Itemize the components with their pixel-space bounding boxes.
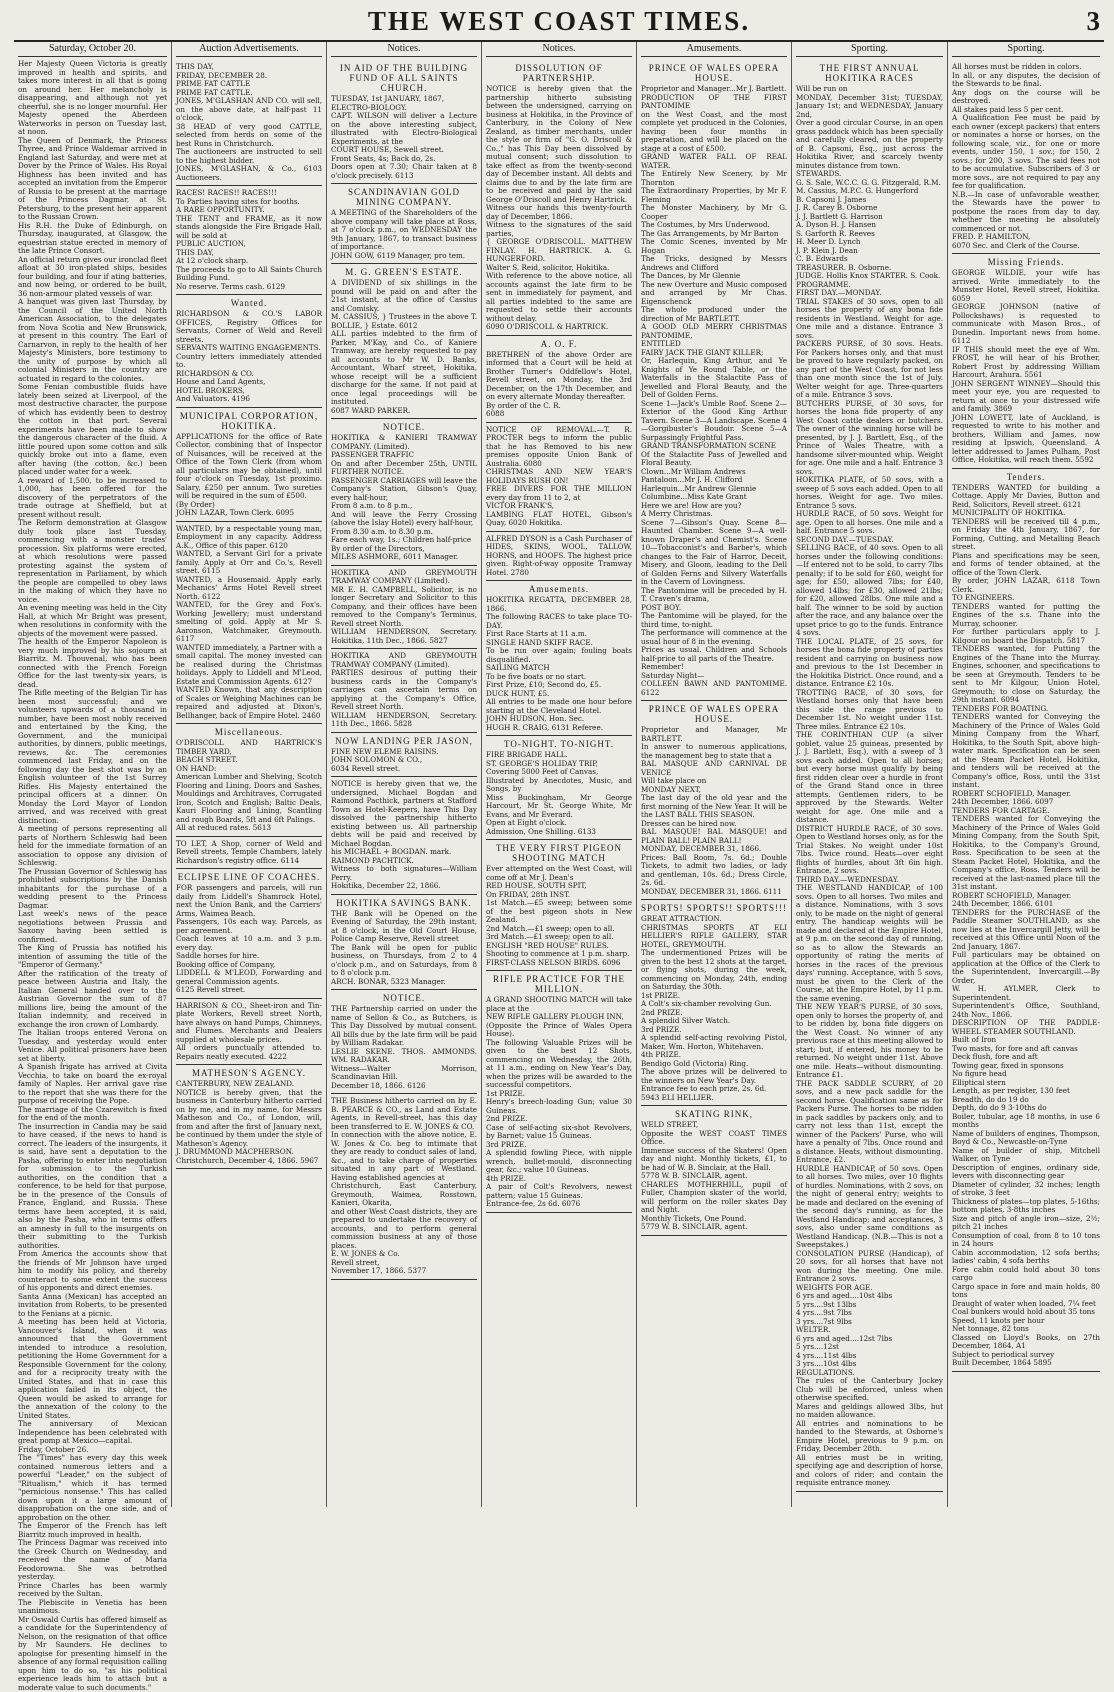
advertisement-heading: THE VERY FIRST PIGEON SHOOTING MATCH — [495, 843, 623, 863]
advertisement-text: O'DRISCOLL AND HARTRICK'S TIMBER YARD, BEACH STREET. ON HAND: American Lumber and Shelving, Scotch Flooring and Lining, Doors and Sashes, Mouldings and Architraves, Corrugated Iron, Scotch and English; Baltic Deals, Kauri Flooring and Lining, Scantling and rough Boards, 5ft and 6ft Palings. All at reduced rates. 5613 — [176, 738, 322, 832]
column-auction-advertisements — [172, 42, 327, 1507]
advertisement — [486, 971, 632, 1213]
news-body: Her Majesty Queen Victoria is greatly improved in health and spirits, and takes more interest in all that is going on around her. Her melancholy is disappearing, and although not yet cheerful, she is no longer mournful. Her Majesty opened the Aberdeen Waterworks in person on Tuesday last, at noon. The Queen of Denmark, the Princess Thyree, and Prince Waldemar arrived in England last Saturday, and were met at Dover by the Prince of Wales. His Royal Highness has been invited and has accepted an invitation from the Emperor of Russia to be present at the marriage of the Princess Dagmar, at St. Petersburg, to the present heir apparent to the Russian Crown. His R.H. the Duke of Edinburgh, on Thursday, inaugurated, at Glasgow, the equestrian statue erected in memory of the late Prince Consort. An official return gives our ironclad fleet afloat at 30 iron-plated ships, besides four building, and four if ating batteries, and now being, or ordered to be built, 36 non-armour plated vessels of war. A banquet was given last Thursday, by the Council of the United North American Association, to the delegates from Nova Scotia and New Brunswick, at present in this country. The Earl of Carnarvon, in reply to the health of her Majesty's Ministers, bore testimony to the unity of purpose by which all colonial Ministers in the country are actuated in regard to the colonies. Some Fenian combustible fluids have lately been seized at Liverpool, of the most destructive character, the purpose of which has evidently been to destroy the cotton in that port. Several experiments have been made to show the dangerous character of the fluid. A little poured upon some cotton and silk quickly broke out into a flame, even after having (the cotton, &c.) been placed under water for a week. A reward of 1,500, to be increased to 1,000, has been offered for the discovery of the perpetrators of the trade outrage at Sheffield, but at present without result. The Reform demonstration at Glasgow duly took place last Tuesday, commencing with a monster trades' procession. Six platforms were erected, at which resolutions were passed protesting against the system of representation in Parliament, by which the people are compelled to obey laws in the making of which they have no voice. An evening meeting was held in the City Hall, at which Mr Bright was present, when resolutions in conformity with the objects of the movement were passed. The health of the Emperor Napoleon is very much improved by his sojourn at Biarritz. M. Thouvenal, who has been connected with the French Foreign Office for the last twenty-six years, is dead. The Rifle meeting of the Belgian Tir has been most successful; and we volunteers upwards of a thousand in number, have been most nobly received and entertained by the King, the Government, and the municipal authorities, by dinners, public meetings, reviews, &c. The ceremonies commenced last Friday, and on the following day the best shot was by an English volunteer of the 1st Surrey Rifles. His Majesty entertained the principal officers at a dinner. On Monday the Lord Mayor of London arrived, and was received with great distinction. A meeting of persons representing all parts of Northern Schleswig had been held for the immediate formation of an association to oppose any division of Schleswig. The Prussian Governor of Schleswig has prohibited subscriptions by the Danish inhabitants for the purchase of a wedding present to the Princess Dagmar. Last week's news of the peace negotiations between Prussia and Saxony having been settled is confirmed. The King of Prussia has notified his intention of assuming the title of the "Emperor of Germany." After the ratification of the treaty of peace between Austria and Italy, the Italian General handed over to the Austrian Governor the sum of 87 millions lire, being the amount of the Italian indemnity, and received in exchange the iron crown of Lombardy. The Italian troops entered Verona on Tuesday, and yesterday would enter Venice. All political prisoners have been set at liberty. A Spanish frigate has arrived at Civita Vecchia, to take on board the ex-royal family of Naples. Her arrival gave rise to the report that she was there for the purpose of receiving the Pope. The marriage of the Czarewitch is fixed for the end of the month. The insurrection in Candia may be said to have ceased, if the news to hand is correct. The leaders of the insurgents, it is said, have sent a deputation to the Pasha, offering to enter into negotiation for submission to the Turkish authorities, on the condition that a conference, to be held for that purpose, be in the presence of the Consuls of France, England, and Russia. These terms have been accepted, it is said, also by the Pasha, who in terms offers an amnesty in full to the insurgents on their submitting to the Turkish authorities. From America the accounts show that the friends of Mr Johnson have urged him to modify his policy, and thereby counteract to some extent the success of his opponents and direct enemies. Santa Anna (Mexican) has accepted an invitation from Roberts, to be presented to the Fenians at a picnic. A meeting has been held at Victoria, Vancouver's Island, when it was announced that the Government intended to introduce a resolution, petitioning the Home Government for a Responsible Government for the colony, and for a reciprocity treaty with the United States, and that in case this application failed in its object, the Queen would be asked to arrange for the annexation of the colony to the United States. The anniversary of Mexican Independence has been celebrated with great pomp at Mexico—capital. Friday, October 26. The "Times" has every day this week contained numerous letters and a powerful "Leader," on the subject of "Ritualism," which it has termed "pernicious nonsense." This has called down upon it a large amount of disapprobation on the one side, and of approbation on the other. The Emperor of the French has left Biarritz much improved in health. The Princess Dagmar was received into the Greek Church on Wednesday, and received the name of Maria Feodorowna. She was betrothed yesterday. Prince Charles has been warmly received by the Sultan. The Plebiscite in Venetia has been unanimous. Mr Oswald Curtis has offered himself as a candidate for the Superintendency of Nelson, on the resignation of that office by Mr Saunders. He declines to apologise for presenting himself in the absence of any formal requisition calling upon him to do so, "as his political experience leads him to attach but a moderate value to such documents." — [18, 59, 168, 1692]
newspaper-title: THE WEST COAST TIMES. — [367, 6, 751, 36]
advertisement-heading: ECLIPSE LINE OF COACHES. — [177, 872, 321, 882]
column-amusements — [637, 42, 792, 1507]
advertisement — [331, 777, 477, 895]
advertisement-heading: IN AID OF THE BUILDING FUND OF ALL SAINTS CHURCH. — [339, 63, 469, 93]
advertisement — [176, 522, 322, 725]
advertisement-text: A GRAND SHOOTING MATCH will take place at the NEW RIFLE GALLERY PLOUGH INN, (Opposite the Prince of Wales Opera House). The following Valuable Prizes will be given to the best 12 Shots, commencing on Wednesday, the 26th, at 11 a.m., ending on New Year's Day, when the prizes will be awarded to the successful competitors. 1st PRIZE. Henry's breech-loading Gun; value 30 Guineas. 2nd PRIZE. Case of self-acting six-shot Revolvers, by Barnet; value 15 Guineas. 3rd PRIZE. A splendid fowling Piece, with nipple wrench, bullet-mould, disconnecting gear, &c.; value 10 Guineas. 4th PRIZE. A pair of Colt's Revolvers, newest pattern; value 15 Guineas. Entrance-fee, 2s 6d. 6076 — [486, 995, 632, 1208]
advertisement-heading: Wanted. — [230, 298, 268, 308]
news-date: Saturday, October 20. — [18, 42, 167, 57]
advertisement-heading: SKATING RINK, — [675, 1109, 753, 1119]
advertisement-text: TUESDAY, 1st JANUARY, 1867, ELECTRO-BIOLOGY. CAPT. WILSON will deliver a Lecture on the above interesting subject, illustrated with Electro-Biological Experiments, at the COURT HOUSE, Sewell street. Front Seats, 4s; Back do, 2s. Doors open at 7.30; Chair taken at 8 o'clock precisely. 6113 — [331, 94, 477, 180]
advertisement-heading: MUNICIPAL CORPORATION, HOKITIKA. — [179, 410, 319, 431]
column-heading: Sporting. — [796, 42, 943, 57]
advertisement — [796, 60, 943, 1492]
advertisement-text: BRETHREN of the above Order are informed that a Court will be held at Brother Turner's Oddfellow's Hotel, Revell street, on Monday, the 3rd December, on the 17th December, and on every alternate Monday thereafter. By order of the C. R. 6088 — [486, 349, 632, 418]
advertisement-text: Will be run on MONDAY, December 31st; TUESDAY, January 1st; and WEDNESDAY, January 2nd, Over a good circular Course, in an open grass paddock which has been specially and carefully cleared, on the property of B. Capsoni, Esq., just across the Hokitika River, and scarcely twenty minutes distance from town. STEWARDS. G. S. Sale, W.C.C. G. G. Fitzgerald, R.M. M. Cassius, M.P.C. G. Hungerford B. Capsoni J. James J. R. Carey B. Osborne J. J. Bartlett G. Harrison A. Dyson H. J. Hansen S. Garforth R. Reeves H. Meer D. Lynch J. P. Klein J. Dean C. B. Edwards TREASURER. B. Osborne. JUDGE. Hollis Knox STARTER. S. Cook. PROGRAMME. FIRST DAY.—MONDAY. TRIAL STAKES of 30 sovs, open to all horses the property of any bona fide residents in Westland. Weight for age. One mile and a distance. Entrance 3 sovs. PACKERS PURSE, of 30 sovs. Heats. For Packers horses only, and that must be proved to have regularly packed, on any part of the West Coast, for not less than one month since the 1st of July. Welter weight for age. Three-quarters of a mile. Entrance 3 sovs. BUTCHERS PURSE, of 30 sovs, for horses the bona fide property of any West Coast cattle dealers or butchers. The owner of the winning horse will be presented, by J. J. Bartlett, Esq., of the Prince of Wales Theatre, with a handsome silver-mounted whip. Weight for age. One mile and a half. Entrance 3 sovs. HOKITIKA PLATE, of 50 sovs, with a sweep of 5 sovs each added. Open to all horses. Weight for age. Two miles. Entrance 5 sovs. HURDLE RACE, of 50 sovs. Weight for age. Open to all horses. One mile and a half. Entrance 5 sovs. SECOND DAY.—TUESDAY. SELLING RACE, of 40 sovs. Open to all horses under the following conditions:—If entered not to be sold, to carry 7lbs penalty; if to be sold for £60, weight for age; for £50, allowed 7lbs; for £40, allowed 14lbs; for £30, allowed 21lbs; for £20, allowed 28lbs. One mile and a half. The winner to be sold by auction after the race, and any balance over the upset price to go to the funds. Entrance 4 sovs. THE LOCAL PLATE, of 25 sovs, for horses the bona fide property of parties resident and carrying on business now and previous to the 1st December in the Hokitika District. Once round, and a distance. Entrance £2 10s. TROTTING RACE, of 30 sovs, for Westland horses only that have been this side the range previous to December 1st. No weight under 11st. Three miles. Entrance £2 10s. THE CORINTHIAN CUP (a silver goblet, value 25 guineas, presented by J. J. Bartlett, Esq.), with a sweep of 3 sovs each added. Open to all horses; but every horse must qualify by being first ridden clear over a hurdle in front of the Grand Stand once in three attempts. Gentlemen riders, to be approved by the Stewards. Welter weight for age. One mile and a distance. DISTRICT HURDLE RACE, of 30 sovs. Open to Westland horses only, as for the Trial Stakes. No weight under 10st 7lbs. Twice round. Heats—over eight flights of hurdles, about 3ft 6in high. Entrance, 2 sovs. THIRD DAY.—WEDNESDAY. THE WESTLAND HANDICAP, of 100 sovs. Open to all horses. Two miles and a distance. Nominations, with 3 sovs only, to be made on the night of general entry. The handicap weights will be made and declared at the Empire Hotel, at 9 p.m. on the second day of running, so as to allow the Stewards an opportunity of rating the merits of horses in the races of the previous days' running. Acceptance, with 5 sovs, must be given to the Clerk of the Course, at the Empire Hotel, by 11 p.m. the same evening. THE NEW YEAR'S PURSE, of 30 sovs, open only to horses the property of, and to be ridden by, bona fide diggers on the West Coast. No winner of any previous race at this meeting allowed to start; but, if entered, his money to be returned. No weight under 11st. Above one mile. Heats—without dismounting. Entrance £1. THE PACK SADDLE SCURRY, of 20 sovs, and a new pack saddle for the second horse. Qualification same as for Packers Purse. The horses to be ridden in pack saddles by packers only, and to carry not less than 11st, except the winner of the Packers' Purse, who will have a penalty of 7lbs. Once round and a distance. Heats, without dismounting. Entrance, £2. HURDLE HANDICAP, of 50 sovs. Open to all horses. Two miles, over 10 flights of hurdles. Nominations, with 2 sovs, on the night of general entry; weights to be made and declared on the evening of the second day's running, as for the Westland Handicap; and acceptances, 3 sovs, also under same conditions as Westland Handicap. (N.B.—This is not a Sweepstakes.) CONSOLATION PURSE (Handicap), of 20 sovs, for all horses that have not won during the meeting. One mile. Entrance 2 sovs. WEIGHTS FOR AGE. 6 yrs and aged....10st 4lbs 5 yrs....9st 13lbs 4 yrs....9st 7lbs 3 yrs....7st 9lbs WELTER. 6 yrs and aged....12st 7lbs 5 yrs....12st 4 yrs....11st 4lbs 3 yrs....10st 4lbs REGULATIONS. The rules of the Canterbury Jockey Club will be enforced, unless when otherwise specified. Mares and geldings allowed 3lbs, but no maiden allowance. All entries and nominations to be handed to the Stewards, at Osborne's Empire Hotel, previous to 9 p.m. on Friday, December 28th. All entries must be in writing, specifying age and description of horse, and colors of rider; and contain the requisite entrance money. — [796, 84, 943, 1487]
advertisement-text: A MEETING of the Shareholders of the above company will take place at Ross, at 7 o'clock p.m., on WEDNESDAY the 9th January, 1867, to transact business of importance. JOHN GOW, 6119 Manager, pro tem. — [331, 208, 477, 260]
advertisement — [176, 837, 322, 870]
advertisement-text: WANTED, by a respectable young man, Employment in any capacity. Address A.K., Office of this paper. 6120 WANTED, a Servant Girl for a private family. Apply at Orr and Co.'s, Revell street. 6115 WANTED, a Housemaid. Apply early. Mechanics' Arms Hotel Revell street North. 6122 WANTED, for the Grey and Fox's. Working Jewellery; must understand smelting of gold. Apply at Mr S. Aaronson, Watchmaker, Greymouth. 6117 WANTED immediately, a Partner with a small capital. The money invested can be realised during the Christmas holidays. Apply to Liddell and M'Leod, Estate and Commission Agents. 6127 WANTED Known, that any description of Scales or Weighing Machines can be repaired and adjusted at Dixon's, Bellhanger, back of Empire Hotel. 2460 — [176, 523, 322, 720]
advertisement — [486, 60, 632, 336]
advertisement — [641, 60, 787, 701]
advertisement — [486, 423, 632, 532]
column-heading: Notices. — [486, 42, 632, 57]
advertisement-text: All horses must be ridden in colors. In all, or any disputes, the decision of the Stewards to be final. Any dogs on the course will be destroyed. All stakes paid less 5 per cent. A Qualification Fee must be paid by each owner (except packers) that enters or nominates a horse or horses, on the following scale, viz., for one or more events, under 150, 1 sov.; for 150, 2 sovs.; for 200, 3 sovs. The said fees not to be accumulative. Subscribers of 3 or more sovs., are not required to pay any fee for qualification. N.B.—In case of unfavorable weather, the Stewards have the power to postpone the races from day to day, whether the meeting be absolutely commenced or not. FRED. P. HAMILTON, 6070 Sec. and Clerk of the Course. — [952, 62, 1100, 250]
advertisement — [176, 869, 322, 999]
advertisement-text: THE Business hitherto carried on by E. B. PEARCE & CO., as Land and Estate Agents, in Revell-street, has this day been transferred to E. W. JONES & CO. In connection with the above notice, E. W. Jones & Co. beg to intimate that they are ready to conduct sales of land, &c., and to take charge of properties situated in any part of Westland. Having established agencies at Christchurch, East Canterbury, Greymouth, Waimea, Rosstown, Kanieri, Okarita, and other West Coast districts, they are prepared to undertake the recovery of accounts, and to perform general commission business at any of those places. E. W. JONES & Co. Revell street, November 17, 1866. 5377 — [331, 1096, 477, 1275]
advertisement — [486, 840, 632, 971]
advertisement — [952, 254, 1100, 469]
advertisement — [176, 999, 322, 1066]
advertisement — [486, 581, 632, 736]
advertisement-heading: Amusements. — [528, 584, 590, 594]
advertisement-text: HOKITIKA & KANIERI TRAMWAY COMPANY. (Limited). PASSENGER TRAFFIC On and after December 25th, UNTIL FURTHER NOTICE. PASSENGER CARRIAGES will leave the Company's Station, Gibson's Quay, every half-hour, From 8 a.m. to 8 p.m., And will leave the Ferry Crossing (above the Islay Hotel) every half-hour, From 8.30 a.m. to 8.30 p.m. Fare each way, 1s.; Children half-price By order of the Directors, MILES ASHMORE, 6011 Manager. — [331, 433, 477, 561]
advertisement-heading: NOTICE. — [382, 422, 426, 432]
advertisement-heading: SCANDINAVIAN GOLD MINING COMPANY. — [347, 187, 461, 207]
advertisement-text: HARRISON & CO., Sheet-iron and Tin-plate Workers, Revell street North, have always on hand Pumps, Chimneys, and Flumes. Merchants and Dealers supplied at wholesale prices. All orders punctually attended to. Repairs neatly executed. 4222 — [176, 1000, 322, 1061]
advertisement-heading: PRINCE OF WALES OPERA HOUSE. — [648, 63, 780, 83]
news-column — [14, 42, 172, 1692]
advertisement — [486, 532, 632, 582]
column-heading: Sporting. — [952, 42, 1100, 57]
advertisement-text: TO LET, A Shop, corner of Weld and Revell streets, Temple Chambers, lately Richardson's registry office. 6114 — [176, 838, 322, 865]
advertisement-text: NOTICE is hereby given that the partnership hitherto subsisting between the undersigned, carrying on business at Hokitika, in the Province of Canterbury, in the Colony of New Zealand, as timber merchants, under the style or firm of "G. O. Driscoll & Co.," has This Day been dissolved by mutual consent; such dissolution to take effect as from the twenty-second day of December instant. All debts and claims due to and by the late firm are to be received and paid by the said George O'Driscoll and Henry Hartrick. Witness our hands this twenty-fourth day of December, 1866. Witness to the signatures of the said parties, { GEORGE O'DRISCOLL. MATTHEW FINLAY. H. HARTRICK. A. G. HUNGERFORD. Walter S. Reid, solicitor, Hokitika. With reference to the above notice, all accounts against the late firm to be sent in immediately for payment, and all parties indebted to the same are requested to settle their accounts without delay. 6090 O'DRISCOLL & HARTRICK. — [486, 84, 632, 331]
advertisement — [641, 1106, 787, 1236]
column-sporting — [792, 42, 948, 1507]
column-heading: Auction Advertisements. — [176, 42, 322, 57]
advertisement-heading: MATHESON'S AGENCY. — [192, 1068, 306, 1078]
advertisement-heading: Miscellaneous. — [214, 727, 284, 737]
advertisement — [331, 733, 477, 778]
advertisement — [641, 900, 787, 1106]
column-heading: Notices. — [331, 42, 477, 57]
advertisement-text: GREAT ATTRACTION. CHRISTMAS SPORTS AT ELI HELLIER'S RIFLE GALLERY, STAR HOTEL, GREYMOUTH. The undermentioned Prizes will be given to the best 12 shots at the target, or flying shots, during the week, commencing on Monday, 24th, ending on Saturday, the 30th. 1st PRIZE. A Colt's six-chamber revolving Gun. 2nd PRIZE. A splendid Silver Watch. 3rd PRIZE. A splendid self-acting revolving Pistol, Maker, Wm. Horton, Whitehaven. 4th PRIZE. Bendigo Gold (Victoria) Ring. The above prizes will be delivered to the winners on New Year's Day. Entrance fee to each prize, 2s. 6d. 5943 ELI HELLIER. — [641, 914, 787, 1102]
advertisement-text: RACES! RACES!! RACES!!! To Parties having sites for booths. A RARE OPPORTUNITY. THE TENT and FRAME, as it now stands alongside the Fire Brigade Hall, will be sold at PUBLIC AUCTION, THIS DAY, At 12 o'clock sharp. The proceeds to go to All Saints Church Building Fund. No reserve. Terms cash. 6129 — [176, 188, 322, 291]
advertisement-text: CANTERBURY, NEW ZEALAND. NOTICE is hereby given, that the business in Canterbury hitherto carried on by me, and in my name, for Messrs Matheson and Co., of London, will, from and after the first of January next, be continued by them under the style of Matheson's Agency. J. DRUMMOND MACPHERSON. Christchurch, December 4, 1866. 5967 — [176, 1079, 322, 1165]
advertisement-heading: Missing Friends. — [987, 257, 1065, 267]
advertisement — [331, 60, 477, 184]
advertisement-heading: RIFLE PRACTICE FOR THE MILLION. — [492, 974, 626, 994]
advertisement-heading: NOW LANDING PER JASON, — [335, 735, 473, 746]
advertisement-text: FINE NEW ELEME RAISINS. JOHN SOLOMON & CO., 6034 Revell street. — [331, 746, 439, 773]
advertisement-heading: NOTICE. — [382, 993, 426, 1003]
advertisement — [952, 60, 1100, 254]
advertisement-text: THE Bank will be Opened on the Evening of Saturday, the 29th instant, at 8 o'clock, in the Old Court House, Police Camp Reserve, Revell street The Bank will be open for public business, on Thursdays, from 2 to 4 o'clock p.m., and on Saturdays, from 8 to 8 o'clock p.m. ARCH. BONAR, 5323 Manager. — [331, 908, 477, 986]
advertisement-heading: DISSOLUTION OF PARTNERSHIP. — [515, 63, 603, 83]
advertisement — [176, 186, 322, 295]
advertisement-heading: M. G. GREEN'S ESTATE. — [345, 267, 463, 277]
advertisement — [176, 60, 322, 186]
advertisement — [331, 419, 477, 566]
advertisement — [331, 990, 477, 1094]
advertisement — [331, 1094, 477, 1280]
advertisement — [486, 736, 632, 840]
column-sporting-2 — [948, 42, 1104, 1507]
column-heading: Amusements. — [641, 42, 787, 57]
advertisement-text: FOR passengers and parcels, will run daily from Liddell's Shamrock Hotel, next the Union Bank, and the Carriers' Arms, Waimea Beach. Passengers, 10s each way. Parcels, as per agreement. Coach leaves at 10 a.m. and 3 p.m. every day. Saddle horses for hire. Booking office of Company, LIDDELL & M'LEOD, Forwarding and general Commission agents. 6125 Revell street. — [176, 883, 322, 994]
advertisement-text: HOKITIKA AND GREYMOUTH TRAMWAY COMPANY (Limited). MR E. H. CAMPBELL, Solicitor, is no longer Secretary and Solicitor to this Company, and their offices have been removed to the Company's Terminus, Revell street North. WILLIAM HENDERSON, Secretary. Hokitika, 11th Dec., 1866. 5827 — [331, 567, 477, 645]
advertisement-text: TENDERS WANTED for building a Cottage. Apply Mr Davies, Button and Reid, Solicitors, Revell street. 6121 MUNICIPALITY OF HOKITIKA. TENDERS will be received till 4 p.m., on Friday the 4th January, 1867, for Forming, Cutting, and Metalling Beach street. Plans and specifications may be seen, and forms of tender obtained, at the office of the Town Clerk. By order, JOHN LAZAR, 6118 Town Clerk. TO ENGINEERS. TENDERS wanted for putting the Engines of the s.s. Thane into the Murray, schooner. For further particulars apply to J. Kilgour on board the Dispatch. 5817 TENDERS wanted, for Putting the Engines of the Thane into the Murray. Engines, schooner, and specifications to be seen at Greymouth. Tenders to be sent to Mr Kilgour, Union Hotel, Greymouth; to close on Saturday, the 29th instant. 6094 TENDERS FOR BOATING. TENDERS wanted for Conveying the Machinery of the Prince of Wales Gold Mining Company from the Wharf, Hokitika, to the South Spit, above high-water mark. Specification can be seen at the Steam Packet Hotel, Hokitika, and tenders will be received at the Company's office, Ross, until the 31st instant. ROBERT SCHOFIELD, Manager. 24th December, 1866. 6097 TENDERS FOR CARTAGE. TENDERS wanted for Conveying the Machinery of the Prince of Wales Gold Mining Company, from the South Spit, Hokitika, to the Company's Ground, Ross. Specification to be seen at the Steam Packet Hotel, Hokitika, and the Company's office, Ross. Tenders will be received at the last-named place till the 31st instant. ROBERT SCHOFIELD, Manager. 24th December, 1866. 6101 TENDERS for the PURCHASE of the Paddle Steamer SOUTHLAND, as she now lies at the Invercargill Jetty, will be received at this Office until Noon of the 2nd January, 1867. Full particulars may be obtained on application at the Office of the Clerk to the Superintendent, Invercargill.—By Order, W. H. AYLMER, Clerk to Superintendent. Superintendent's Office, Southland, 24th Nov., 1866. DESCRIPTION OF THE PADDLE-WHEEL STEAMER SOUTHLAND. Built of Iron Two masts, for fore and aft canvas Deck flush, fore and aft Towing gear, fixed in sponsons No figure head Elliptical stern Length, as per register, 130 feet Breadth, do do 19 do Depth, do do 9 3-10ths do Boiler, tubular, age 18 months, in use 6 months Name of builders of engines, Thompson, Boyd & Co., Newcastle-on-Tyne Name of builder of ship, Mitchell Walker, on Tyne Description of engines, ordinary side, levers with disconnecting gear Diameter of cylinder, 32 inches; length of stroke, 3 feet Thickness of plates—top plates, 5-16ths; bottom plates, 3-8ths inches Size and pitch of angle iron—size, 2½; pitch 21 inches Consumption of coal, from 8 to 10 tons in 24 hours Cabin accommodation, 12 sofa berths; ladies' cabin, 4 sofa berths Fore cabin could hold about 30 tons cargo Cargo space in fore and main holds, 80 tons Draught of water when loaded, 7¼ feet Coal bunkers would hold about 35 tons Speed, 11 knots per hour Net tonnage, 82 tons Classed on Lloyd's Books, on 27th December, 1864, A1 Subject to periodical survey Built December, 1864 5895 — [952, 482, 1100, 1367]
advertisement-text: WELD STREET, Opposite the WEST COAST TIMES Office. Immense success of the Skaters! Open day and night. Monthly tickets, £1, to be had of W. B. Sinclair, at the Hall. 5778 W. B. SINCLAIR, agent. CHARLES MOTHERHILL, pupil of Fuller, Champion skater of the world, will perform on the roller skates Day and Night. Monthly Tickets, One Pound. 5779 W. B. SINCLAIR, agent. — [641, 1120, 787, 1231]
advertisement-text: NOTICE is hereby given that we, the undersigned, Michael Bogdan and Raimond Pacthick, partners at Stafford Town as Hotel-Keepers, have This Day dissolved the partnership hitherto existing between us. All partnership debts will be paid and received by Michael Bogdan. his MICHAEL + BOGDAN. mark. RAIMOND PACHTICK. Witness to both signatures—William Perry. Hokitika, December 22, 1866. — [331, 779, 477, 890]
advertisement-text: HOKITIKA REGATTA, DECEMBER 28, 1866. The following RACES to take place TO-DAY. First Race Starts at 11 a.m. SINGLE HAND SKIFF RACE. To be run over again; fouling boats disqualified. SAILING MATCH To be five boats or no start. First Prize, £10; Second do, £5. DUCK HUNT, £5. All entries to be made one hour before starting at the Cleveland Hotel. JOHN HUDSON, Hon. Sec. HUGH R. CRAIG, 6131 Referee. — [486, 595, 632, 732]
advertisement-text: THIS DAY, FRIDAY, DECEMBER 28. PRIME FAT CATTLE PRIME FAT CATTLE. JONES, M'GLASHAN AND CO. will sell, on the above date, at half-past 11 o'clock, 38 HEAD of very good CATTLE, selected from herds on some of the best Runs in Christchurch. The auctioneers are instructed to sell to the highest bidder. JONES, M'GLASHAN, & Co., 6103 Auctioneers. — [176, 62, 322, 182]
advertisement — [952, 469, 1100, 1372]
advertisement-text: NOTICE OF REMOVAL.—T. R. PROCTER begs to inform the public that he has Removed to his new premises opposite Union Bank of Australia. 6080 CHRISTMAS AND NEW YEAR'S HOLIDAYS RUSH ON! FREE DIVERS FOR THE MILLION every day from 11 to 2, at VICTOR FRANK'S, LAMBING FLAT HOTEL, Gibson's Quay, 6020 Hokitika. — [486, 424, 632, 527]
advertisement — [176, 408, 322, 522]
advertisement-heading: Tenders. — [1006, 471, 1046, 482]
advertisement-text: GEORGE WILDIE, your wife has arrived. Write immediately to the Munster Hotel, Revell street, Hokitika. 6059 GEORGE JOHNSON (native of Pollockshaws) is requested to communicate with Mason Bros., of Dunedin. Important news from home. 6112 IF THIS should meet the eye of Wm. FROST, he will hear of his Brother, Robert Frost by addressing William Harcourt, Arahura. 5561 JOHN SERGENT WINNEY—Should this meet your eye, you are requested to return at once to your distressed wife and family. 3869 JOHN LOWETT, late of Auckland, is requested to write to his mother and brothers, William and James, now residing at Ipswich, Queensland. A letter addressed to James Pulham, Post Office, Hokitika, will reach them. 5592 — [952, 268, 1100, 464]
advertisement — [331, 264, 477, 419]
advertisement-text: Proprietor and Manager, Mr BARTLETT. In answer to numerous applications, the management beg to state that a BAL MASQUE AND CARNIVAL DE VENICE Will take place on MONDAY NEXT, The last day of the old year and the first morning of the New Year. It will be the LAST BALL THIS SEASON. Dresses can be hired now. BAL MASQUE! BAL MASQUE! and PLAIN BALL! PLAIN BALL! MONDAY, DECEMBER 31, 1866. Prices: Ball Room, 7s. 6d.; Double Tickets, to admit two ladies, or lady and gentleman, 10s. 6d.; Dress Circle, 2s. 6d. MONDAY, DECEMBER 31, 1866. 6111 — [641, 725, 787, 896]
advertisement-text: FIRE BRIGADE HALL. ST. GEORGE'S HOLIDAY TRIP, Covering 5000 Feet of Canvas, Illustrated by Anecdotes, Music, and Songs, by Miss Buckingham, Mr George Harcourt, Mr St. George White, Mr Evans, and Mr Everard. Open at Eight o'clock. Admission, One Shilling. 6133 — [486, 750, 632, 836]
advertisement-heading: SPORTS! SPORTS!! SPORTS!!! — [641, 903, 787, 913]
advertisement — [331, 895, 477, 991]
column-notices — [327, 42, 482, 1507]
advertisement-text: Proprietor and Manager...Mr J. Bartlett. PRODUCTION OF THE FIRST PANTOMIME on the West Coast, and the most complete yet produced in the Colonies, having been four months in preparation, and will be placed on the stage at a cost of £500. GRAND WATER FALL OF REAL WATER. The Entirely New Scenery, by Mr Thornton The Extraordinary Properties, by Mr F. Fleming The Monster Machinery, by Mr G. Cooper The Costumes, by Mrs Underwood. The Gas Arrangements, by Mr Barton The Comic Scenes, invented by Mr Hogan The Tricks, designed by Messrs Andrews and Clifford The Dances, by Mr Glennie The new Overture and Music composed and arranged by Mr Chas. Eigenschenck The whole produced under the direction of Mr BARTLETT. A GOOD OLD MERRY CHRISTMAS PANTOMIME, ENTITLED FAIRY JACK THE GIANT KILLER; Or, Harlequin, King Arthur, and Ye Knights of Ye Round Table, or the Waterfalls in the Stalactite Pass of Jewelled and Floral Beauty, and the Dell of Golden Ferns. Scene 1—Jack's Umble Roof. Scene 2—Exterior of the Good King Arthur Tavern. Scene 3—A Landscape. Scene 4—Gorgibuster's Boudoir. Scene 5—A Surpassingly Frightful Pass. GRAND TRANSFORMATION SCENE Of the Stalactite Pass of Jewelled and Floral Beauty. Clown...Mr William Andrews Pantaloon...Mr J. H. Clifford Harlequin...Mr Andrew Glennie Columbine...Miss Kate Grant Here we are! How are you? A Merry Christmas. Scene 7—Gibson's Quay. Scene 8—Haunted Chamber. Scene 9—A well-known Draper's and Chemist's. Scene 10—Tobacconist's and Barber's, which changes to the Fair of Harror, Deceit, Misery, and Gloom, leading to the Dell of Golden Ferns and Silvery Waterfalls in the Cavern of Lovingness. The Pantomime will be preceded by H. T. Craven's drama, POST BOY. The Pantomime will be played, for the third time, to-night. The performance will commence at the usual hour of 8 in the evening. Prices as usual. Children and Schools half-price to all parts of the Theatre. Remember! Saturday Night— COLLEEN BAWN AND PANTOMIME. 6122 — [641, 84, 787, 697]
advertisement-heading: PRINCE OF WALES OPERA HOUSE. — [648, 704, 780, 724]
advertisement-heading: HOKITIKA SAVINGS BANK. — [336, 897, 472, 908]
advertisement-text: THE Partnership carried on under the name of Sellon & Co., as Butchers, is This Day Dissolved by mutual consent. All bills due by the late firm will be paid by William Radakar. LESLIE SKENE. THOS. AMMONDS. WM. RADAKAR. Witness—Walter Morrison, Scandinavian Hill. December 18, 1866. 6126 — [331, 1004, 477, 1090]
page-number: 3 — [1086, 6, 1100, 36]
advertisement — [176, 724, 322, 837]
advertisement-text: A DIVIDEND of six shillings in the pound will be paid on and after the 21st instant, at the office of Cassius and Comisky. M. CASSIUS, } Trustees in the above T. BOLLIE, } Estate. 6012 ALL parties indebted to the firm of Parker, M'Kay, and Co., of Kaniere Tramway, are hereby requested to pay all accounts to Mr W. D. Banks, Accountant, Wharf street, Hokitika, whose receipt will be a sufficient discharge for the same. If not paid at once legal proceedings will be instituted. 6087 WARD PARKER. — [331, 278, 477, 415]
advertisement-text: RICHARDSON & CO.'S LABOR OFFICES, Registry Offices for Servants, Corner of Weld and Revell streets. SERVANTS WAITING ENGAGEMENTS. Country letters immediately attended to. RICHARDSON & CO. House and Land Agents, HOTEL BROKERS, And Valuators. 4196 — [176, 309, 322, 403]
advertisement — [176, 295, 322, 408]
advertisement — [331, 649, 477, 733]
advertisement-text: APPLICATIONS for the office of Rate Collector, combining that of Inspector of Nuisances, will be received at the Office of the Town Clerk (from whom all particulars may be obtained), until four o'clock on Tuesday, 1st proximo. Salary, £250 per annum. Two sureties will be required in the sum of £500. (By Order) JOHN LAZAR, Town Clerk. 6095 — [176, 431, 322, 517]
advertisement — [331, 184, 477, 264]
masthead — [14, 4, 1104, 42]
advertisement-text: ALFRED DYSON is a Cash Purchaser of HIDES, SKINS, WOOL, TALLOW, HORNS, and HOOFS. The highest price given. Right-of-way opposite Tramway Hotel. 2780 — [486, 533, 632, 577]
advertisement-heading: A. O. F. — [540, 338, 578, 349]
advertisement — [641, 701, 787, 900]
advertisement — [486, 336, 632, 423]
column-notices-2 — [482, 42, 637, 1507]
advertisement-heading: THE FIRST ANNUAL HOKITIKA RACES — [819, 63, 920, 83]
columns — [14, 42, 1104, 1692]
advertisement-text: Ever attempted on the West Coast, will come off at Mr J. Dean's RED HOUSE, SOUTH SPIT, On FRIDAY, 28th INST. 1st Match.—£5 sweep; between some of the best pigeon shots in New Zealand. 2nd Match.—£1 sweep; open to all. 3rd Match.—£1 sweep; open to all. ENGLISH "RED HOUSE" RULES. Shooting to commence at 1 p.m. sharp. FIRST-CLASS NELSON BIRDS. 6096 — [486, 864, 632, 967]
advertisement-text: HOKITIKA AND GREYMOUTH TRAMWAY COMPANY (Limited). PARTIES desirous of putting their business cards in the Company's carriages can ascertain terms on applying at the Company's Office, Revell street North. WILLIAM HENDERSON, Secretary. 11th Dec., 1866. 5828 — [331, 651, 477, 728]
advertisement-heading: TO-NIGHT. TO-NIGHT. — [504, 739, 614, 749]
advertisement — [331, 566, 477, 650]
advertisement — [176, 1065, 322, 1169]
